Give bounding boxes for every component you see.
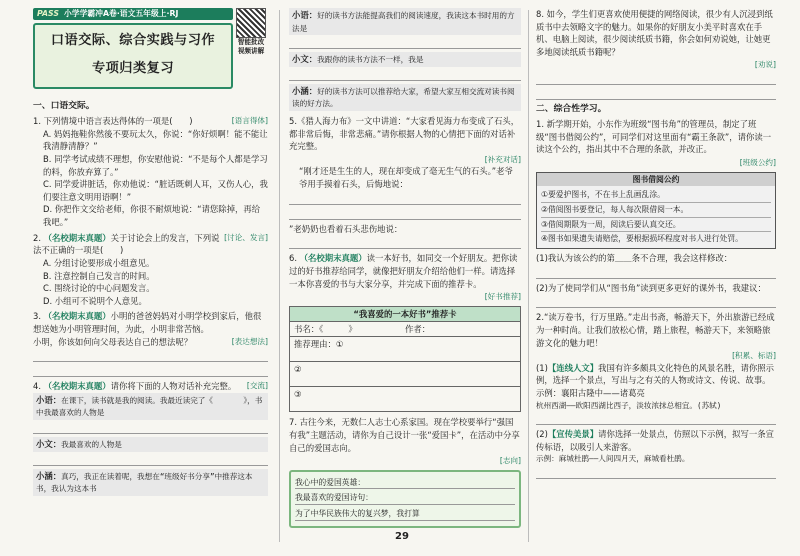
option-c: C. 同学爱讲脏话，你劝他说：“脏话既刺人耳，又伤人心，我们要注意文明用语啊！” [43, 179, 268, 202]
column-divider [279, 10, 280, 542]
rules-title: 图书借阅公约 [537, 173, 775, 187]
answer-line[interactable] [289, 37, 521, 49]
rule-item: ①要爱护图书，不在书上乱画乱涂。 [541, 188, 771, 203]
sub-label: 【宣传美景】 [547, 428, 599, 439]
question-tag: [补充对话] [484, 154, 521, 164]
rule-item: ③借阅期限为一周，阅读后要认真交还。 [541, 218, 771, 233]
patriot-plan-line[interactable]: 为了中华民族伟大的复兴梦，我打算 [295, 508, 515, 521]
qr-caption: 智能批改 视频讲解 [237, 38, 265, 55]
option-c: C. 围绕讨论的中心问题发言。 [43, 283, 155, 294]
question-2: [讨论、发言] 2. （名校期末真题）关于讨论会上的发言，下列说法不正确的一项是( ) A. 分组讨论要形成小组意见。 B. 注意控制自己发言的时间。 C. 围绕讨论的中心问题发言。 D. 小组可不说明个人意见。 [33, 232, 268, 306]
answer-line[interactable] [536, 296, 776, 308]
page-subtitle: 专项归类复习 [91, 60, 175, 76]
card-row-reason-2[interactable]: ② [290, 362, 520, 387]
title-box [33, 23, 233, 89]
option-b: B. 注意控制自己发言的时间。 [43, 270, 155, 281]
exam-label: （名校期末真题） [299, 253, 367, 264]
answer-line[interactable] [536, 267, 776, 279]
answer-line[interactable] [536, 467, 776, 479]
card-row-reason-1[interactable]: 推荐理由：① [290, 337, 520, 362]
answer-line[interactable] [289, 237, 521, 249]
question-tag: [劝说] [754, 60, 776, 70]
dialogue-line: 小文：我最喜欢的人物是 [33, 437, 268, 452]
question-c2: 2.“读万卷书，行万里路。”走出书斋，畅游天下，外出旅游已经成为一种时尚。让我们放松心情，踏上旅程，畅游天下，来领略旅游文化的魅力吧！ [积累、标语] (1)【连线人文】我国有许多颇具文化特色的风景名胜，请你照示例，选择一个景点，写出与之有关的人物或诗文、传说、故事。 示例：襄阳古隆中——诸葛亮 杭州西湖——欧阳西湖比西子，淡妆浓抹总相宜。(苏轼) (2)【宣传美景】请你选择一处景点，仿照以下示例，拟写一条宣传标语，以吸引人来游客。 示例：麻城杜鹃——人间四月天，麻城看杜鹃。 [536, 311, 776, 478]
column-middle [289, 8, 521, 542]
question-tag: [表达想法] [231, 336, 268, 346]
dialogue-line: 小涵：好的读书方法可以推荐给大家，希望大家互相交流对读书阅读的好方法。 [289, 84, 521, 111]
exam-label: （名校期末真题） [43, 311, 111, 322]
column-left [33, 8, 268, 542]
option-d: D. 你把作文交给老师，你很不耐烦地说：“请您除掉，再给我吧。” [43, 204, 261, 228]
option-a: A. 分组讨论要形成小组意见。 [43, 257, 155, 268]
dialogue-line: 小语：在课下，读书就是我的阅读。我最近读完了《 》，书中我最喜欢的人物是 [33, 393, 268, 420]
patriot-hero-line[interactable]: 我心中的爱国英雄： [295, 477, 515, 490]
answer-line[interactable] [536, 73, 776, 85]
question-tag: [好书推荐] [484, 292, 521, 302]
sub-label: 【连线人文】 [547, 362, 599, 373]
question-tag: [志向] [499, 456, 521, 466]
question-4: [交流] 4. （名校期末真题）请你将下面的人物对话补充完整。 小语：在课下，读书就是我的阅读。我最近读完了《 》，书中我最喜欢的人物是 小文：我最喜欢的人物是 小涵：真巧，我正在读着呢，我想在“班级好书分享”中推荐这本书，我认为这本书 [33, 380, 268, 496]
answer-line[interactable] [289, 69, 521, 81]
question-tag: [语言得体] [231, 116, 268, 126]
question-tag: [讨论、发言] [224, 232, 268, 242]
page-number: 29 [395, 531, 409, 542]
question-7: 7. 古往今来，无数仁人志士心系家国。现在学校要举行“强国有我”主题活动，请你为自己设计一张“爱国卡”，在活动中分享自己的爱国志向。 [志向] 我心中的爱国英雄： 我最喜欢的爱国诗句： 为了中华民族伟大的复兴梦，我打算 [289, 416, 521, 528]
question-3: 3. （名校期末真题）小明的爸爸妈妈对小明学校到家后，他很想送她为小明管理时间，为此，小明非常苦恼。 小明，你该如何向父母表达自己的想法呢？ [表达想法] [33, 310, 268, 377]
qr-code-icon[interactable] [236, 8, 266, 38]
dialogue-line: 小语：好的读书方法能提高我们的阅读速度，我读这本书时用的方法是 [289, 8, 521, 35]
question-1: [语言得体] 1. 下列情境中语言表达得体的一项是( ) A. 妈妈拖鞋你然後不要玩太久，你说：“你好烦啊！能不能让我清静清静？” B. 同学考试成绩不理想，你安慰他说：“不是每个人都是学习的料，你放弃算了。” C. 同学爱讲脏话，你劝他说：“脏话既刺人耳，又伤人心，我们要注意文明用语啊！” D. 你把作文交给老师，你很不耐烦地说：“请您除掉，再给我吧。” [33, 116, 268, 228]
answer-line[interactable] [33, 365, 268, 377]
answer-line[interactable] [536, 413, 776, 425]
option-a: A. 妈妈拖鞋你然後不要玩太久，你说：“你好烦啊！能不能让我清静清静？” [43, 128, 268, 152]
rule-item: ②借阅图书要登记，每人每次限借阅一本。 [541, 203, 771, 218]
answer-line[interactable] [33, 454, 268, 466]
question-tag: [积累、标语] [732, 351, 776, 361]
column-right [536, 8, 776, 542]
card-row-book[interactable]: 书名：《 》 作者： [290, 322, 520, 337]
patriot-poem-line[interactable]: 我最喜欢的爱国诗句： [295, 492, 515, 505]
question-c1: 1. 新学期开始，小东作为班级“图书角”的管理员，制定了班级“图书借阅公约”，可同学们对这里面有“霸王条款”，请你读一读这个公约，指出其中不合理的条款，并改正。 [班级公约] 图书借阅公约 ①要爱护图书，不在书上乱画乱涂。 ②借阅图书要登记，每人每次限借阅一本。 ③借阅期限为一周，阅读后要认真交还。 ④图书如果遗失请赔偿，要根据损坏程度对书人进行处罚。 (1)我认为该公约的第＿＿条不合理，我会这样修改： (2)为了使同学们从“图书角”读到更多更好的课外书，我建议： [536, 118, 776, 308]
answer-line[interactable] [33, 350, 268, 362]
answer-line[interactable] [289, 193, 521, 205]
page-header [33, 8, 268, 96]
section-heading: 一、口语交际。 [33, 101, 95, 111]
pass-logo: PASS [37, 9, 59, 18]
option-b: B. 同学考试成绩不理想，你安慰他说：“不是每个人都是学习的料，你放弃算了。” [43, 154, 268, 177]
question-tag: [班级公约] [739, 158, 776, 168]
section-heading: 二、综合性学习。 [536, 104, 607, 115]
answer-line[interactable] [536, 88, 776, 100]
series-band: PASS 小学学霸冲A卷·语文五年级上·RJ [33, 8, 233, 20]
answer-line[interactable] [289, 208, 521, 220]
recommend-card [289, 306, 521, 413]
exam-label: （名校期末真题） [43, 232, 111, 243]
question-8: 8. 如今，学生们更喜欢使用便捷的网络阅读，很少有人沉浸到纸质书中去领略文字的魅力。如果你的好朋友小美平时喜欢在手机、电脑上阅读，很少阅读纸质书籍，你会如何劝说她，让她更多地阅读纸质书籍呢？ [劝说] [536, 8, 776, 100]
page-title: 口语交际、综合实践与习作 [50, 33, 216, 48]
dialogue-line: 小文：我跟你的读书方法不一样，我是 [289, 52, 521, 67]
question-5: 5.《猎人海力布》一文中讲道：“大家看见海力布变成了石头，都非常后悔，非常悲痛。”请你根据人物的心情把下面的对话补充完整。 [补充对话] “刚才还是生生的人，现在却变成了毫无生气的石头。”老爷爷用手摸着石头，后悔地说： ”老奶奶也看着石头悲伤地说： [289, 115, 521, 249]
rules-box [536, 172, 776, 249]
card-row-reason-3[interactable]: ③ [294, 389, 302, 400]
answer-line[interactable] [33, 422, 268, 434]
question-tag: [交流] [246, 381, 268, 391]
rule-item: ④图书如果遗失请赔偿，要根据损坏程度对书人进行处罚。 [541, 234, 743, 244]
question-6: 6. （名校期末真题）读一本好书，如同交一个好朋友。把你读过的好书推荐给同学，就像把好朋友介绍给他们一样。请选择一本你喜爱的书与大家分享，并完成下面的推荐卡。 [好书推荐] “我喜爱的一本好书”推荐卡 书名：《 》 作者： 推荐理由：① ② ③ [289, 252, 521, 412]
patriot-card [289, 470, 521, 528]
column-divider [528, 10, 529, 542]
dialogue-line: 小涵：真巧，我正在读着呢，我想在“班级好书分享”中推荐这本书，我认为这本书 [33, 469, 268, 496]
exam-label: （名校期末真题） [43, 381, 111, 392]
option-d: D. 小组可不说明个人意见。 [43, 295, 147, 306]
card-title: “我喜爱的一本好书”推荐卡 [290, 307, 520, 323]
